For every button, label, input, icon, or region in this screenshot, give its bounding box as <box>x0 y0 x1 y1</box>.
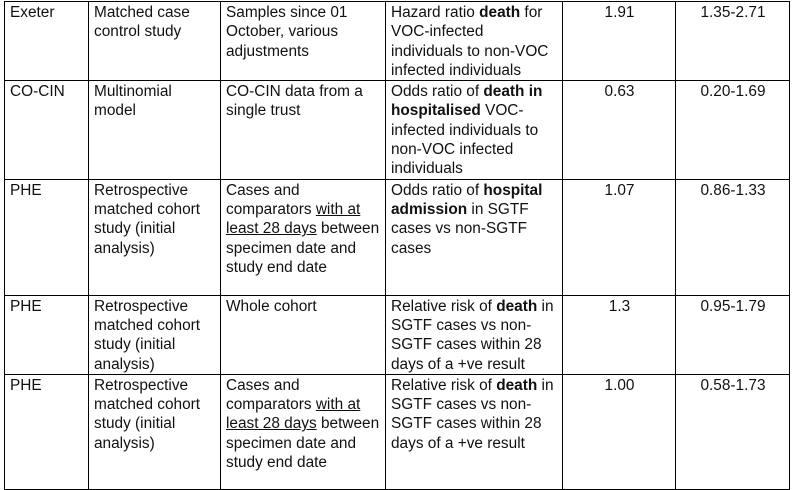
emphasis-text: death <box>496 376 538 394</box>
ci-cell: 1.35-2.71 <box>676 2 790 81</box>
source-cell: PHE <box>5 295 89 374</box>
table-row <box>5 2 790 81</box>
measure-cell <box>386 2 563 81</box>
source-cell: CO-CIN <box>5 81 89 179</box>
underlined-text: with at least 28 days <box>226 200 361 238</box>
cell-text: Odds ratio of <box>391 83 484 101</box>
ci-cell: 0.20-1.69 <box>676 81 790 179</box>
method-cell: Multinomial model <box>89 81 221 179</box>
ci-cell: 0.86-1.33 <box>676 179 790 295</box>
cell-text: in SGTF cases vs non-SGTF cases within 28 days of a +ve result <box>391 297 554 373</box>
cell-text: between specimen date and study end date <box>226 220 380 276</box>
method-cell: Matched case control study <box>89 2 221 81</box>
estimate-cell: 1.07 <box>563 179 676 295</box>
cell-text: Cases and comparators <box>226 376 316 414</box>
cell-text: CO-CIN data from a single trust <box>226 83 363 120</box>
measure-cell <box>386 374 563 489</box>
source-cell: Exeter <box>5 2 89 81</box>
population-cell <box>221 81 386 179</box>
method-cell: Retrospective matched cohort study (initial analysis) <box>89 295 221 374</box>
cell-text: between specimen date and study end date <box>226 415 380 472</box>
measure-cell <box>386 295 563 374</box>
measure-cell <box>386 179 563 295</box>
ci-cell: 0.95-1.79 <box>676 295 790 374</box>
cell-text: Relative risk of <box>391 297 497 315</box>
estimate-cell: 1.91 <box>563 2 676 81</box>
cell-text: Cases and comparators <box>226 181 316 218</box>
table-row <box>5 374 790 489</box>
cell-text: Relative risk of <box>391 376 497 394</box>
cell-text: Hazard ratio <box>391 4 480 21</box>
table-row <box>5 179 790 295</box>
ci-cell: 0.58-1.73 <box>676 374 790 489</box>
cell-text: in SGTF cases vs non-SGTF cases <box>391 200 529 257</box>
method-cell: Retrospective matched cohort study (initial analysis) <box>89 374 221 489</box>
measure-cell <box>386 81 563 179</box>
table-body <box>5 2 790 490</box>
population-cell <box>221 179 386 295</box>
population-cell <box>221 2 386 81</box>
population-cell <box>221 295 386 374</box>
source-cell: PHE <box>5 179 89 295</box>
underlined-text: with at least 28 days <box>226 396 361 433</box>
cell-text: Odds ratio of <box>391 181 484 199</box>
estimate-cell: 0.63 <box>563 81 676 179</box>
cell-text: Whole cohort <box>226 297 317 315</box>
table-row <box>5 295 790 374</box>
cell-text: for VOC-infected individuals to non-VOC infected individuals <box>391 4 549 79</box>
table-row <box>5 81 790 179</box>
source-cell: PHE <box>5 374 89 489</box>
emphasis-text: death <box>479 4 521 21</box>
cell-text: Samples since 01 October, various adjustments <box>226 4 348 60</box>
cell-text: in SGTF cases vs non-SGTF cases within 28 days of a +ve result <box>391 376 554 452</box>
emphasis-text: death in hospitalised <box>391 83 543 120</box>
emphasis-text: death <box>496 297 538 315</box>
method-cell: Retrospective matched cohort study (initial analysis) <box>89 179 221 295</box>
estimate-cell: 1.3 <box>563 295 676 374</box>
population-cell <box>221 374 386 489</box>
cell-text: VOC-infected individuals to non-VOC infected individuals <box>391 102 539 178</box>
emphasis-text: hospital admission <box>391 181 543 218</box>
evidence-table <box>4 1 790 490</box>
estimate-cell: 1.00 <box>563 374 676 489</box>
